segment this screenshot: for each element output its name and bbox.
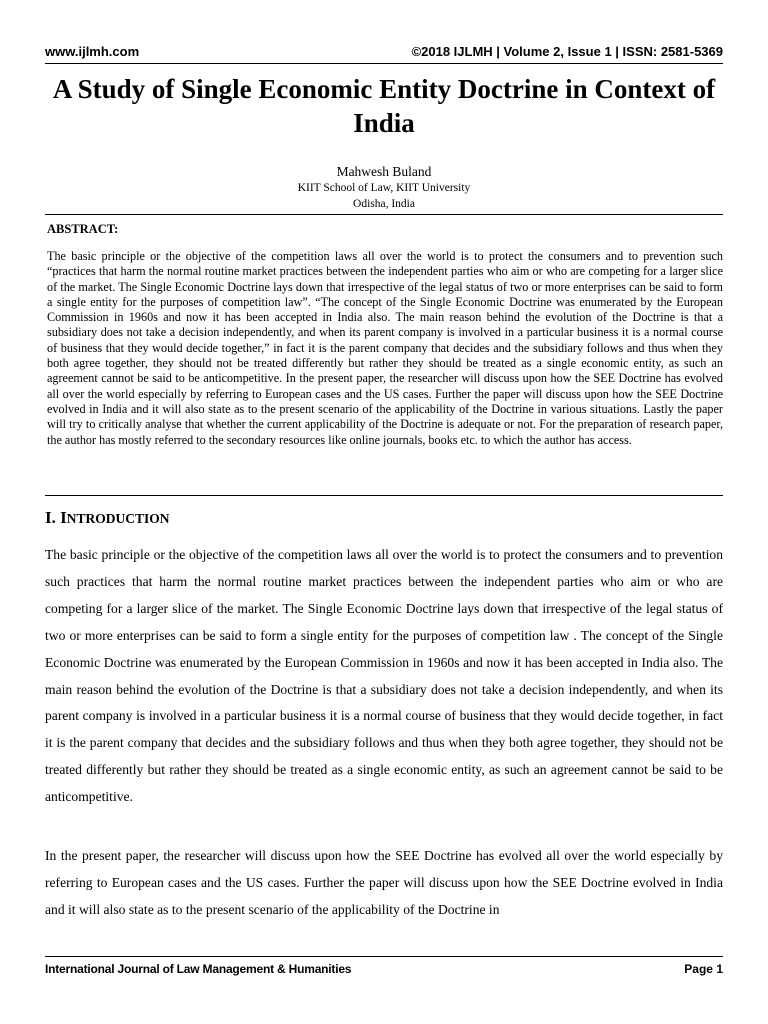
abstract-text: The basic principle or the objective of the competition laws all over the world is to protect the consumers and to prevention such “practices that harm the normal routine market practices between the independent parties who aim or who are competing for a larger slice of the market. The Single Economic Doctrine lays down that irrespective of the legal status of two or more enterprises can be said to form a single entity for the purposes of competition law”. “The concept of the Single Economic Doctrine was enumerated by the European Commission in 1960s and now it has been accepted in India also. The main reason behind the evolution of the Doctrine is that a subsidiary does not take a decision independently, and when its parent company is involved in a particular business it is a normal course of business that they would decide together,” in fact it is the parent company that decides and the subsidiary follows and thus when they both agree together, they should not be treated differently but rather they should be treated as a single economic entity, as such an agreement cannot be said to be anticompetitive. In the present paper, the researcher will discuss upon how the SEE Doctrine has evolved all over the world especially by referring to European cases and the US cases. Further the paper will discuss upon how the SEE Doctrine evolved in India and it will also state as to the present scenario of the applicability of the Doctrine in various situations. Lastly the paper will try to critically analyse that whether the current applicability of the Doctrine is adequate or not. For the preparation of research paper, the author has mostly referred to the secondary resources like online journals, books etc. to which the author has access. — [47, 249, 723, 447]
journal-citation: ©2018 IJLMH | Volume 2, Issue 1 | ISSN: 2581-5369 — [411, 44, 723, 59]
author-location: Odisha, India — [353, 198, 415, 210]
intro-paragraph-2: In the present paper, the researcher will discuss upon how the SEE Doctrine has evolved all over the world especially by referring to European cases and the US cases. Further the paper will discuss upon how the SEE Doctrine evolved in India and it will also state as to the present scenario of the applicability of the Doctrine in — [45, 848, 723, 917]
author-name: Mahwesh Buland — [336, 164, 432, 179]
abstract-heading: ABSTRACT: — [47, 222, 119, 236]
intro-paragraph-1: The basic principle or the objective of the competition laws all over the world is to protect the consumers and to prevention such practices that harm the normal routine market practices between the independent parties who aim or who are competing for a larger slice of the market. The Single Economic Doctrine lays down that irrespective of the legal status of two or more enterprises can be said to form a single entity for the purposes of competition law . The concept of the Single Economic Doctrine was enumerated by the European Commission in 1960s and now it has been accepted in India also. The main reason behind the evolution of the Doctrine is that a subsidiary does not take a decision independently, and when its parent company is involved in a particular business it is a normal course of business that they would decide together, in fact it is the parent company that decides and the subsidiary follows and thus when they both agree together, they should not be treated differently but rather they should be treated as a single economic entity, as such an agreement cannot be said to be anticompetitive. — [45, 547, 723, 805]
section-heading-rest: NTRODUCTION — [66, 511, 170, 526]
footer-divider — [45, 956, 723, 957]
header-divider — [45, 63, 723, 64]
footer-journal-name: International Journal of Law Management & Humanities — [45, 962, 352, 976]
paper-title: A Study of Single Economic Entity Doctrine in Context of India — [52, 74, 716, 138]
section-heading-initial: I. I — [45, 508, 67, 527]
abstract-section — [45, 214, 723, 496]
author-affiliation: KIIT School of Law, KIIT University — [297, 182, 471, 194]
page-number: Page 1 — [684, 962, 723, 976]
running-header — [45, 44, 723, 62]
section-heading-introduction — [45, 508, 170, 528]
journal-website[interactable]: www.ijlmh.com — [45, 44, 140, 59]
running-footer — [45, 962, 723, 978]
